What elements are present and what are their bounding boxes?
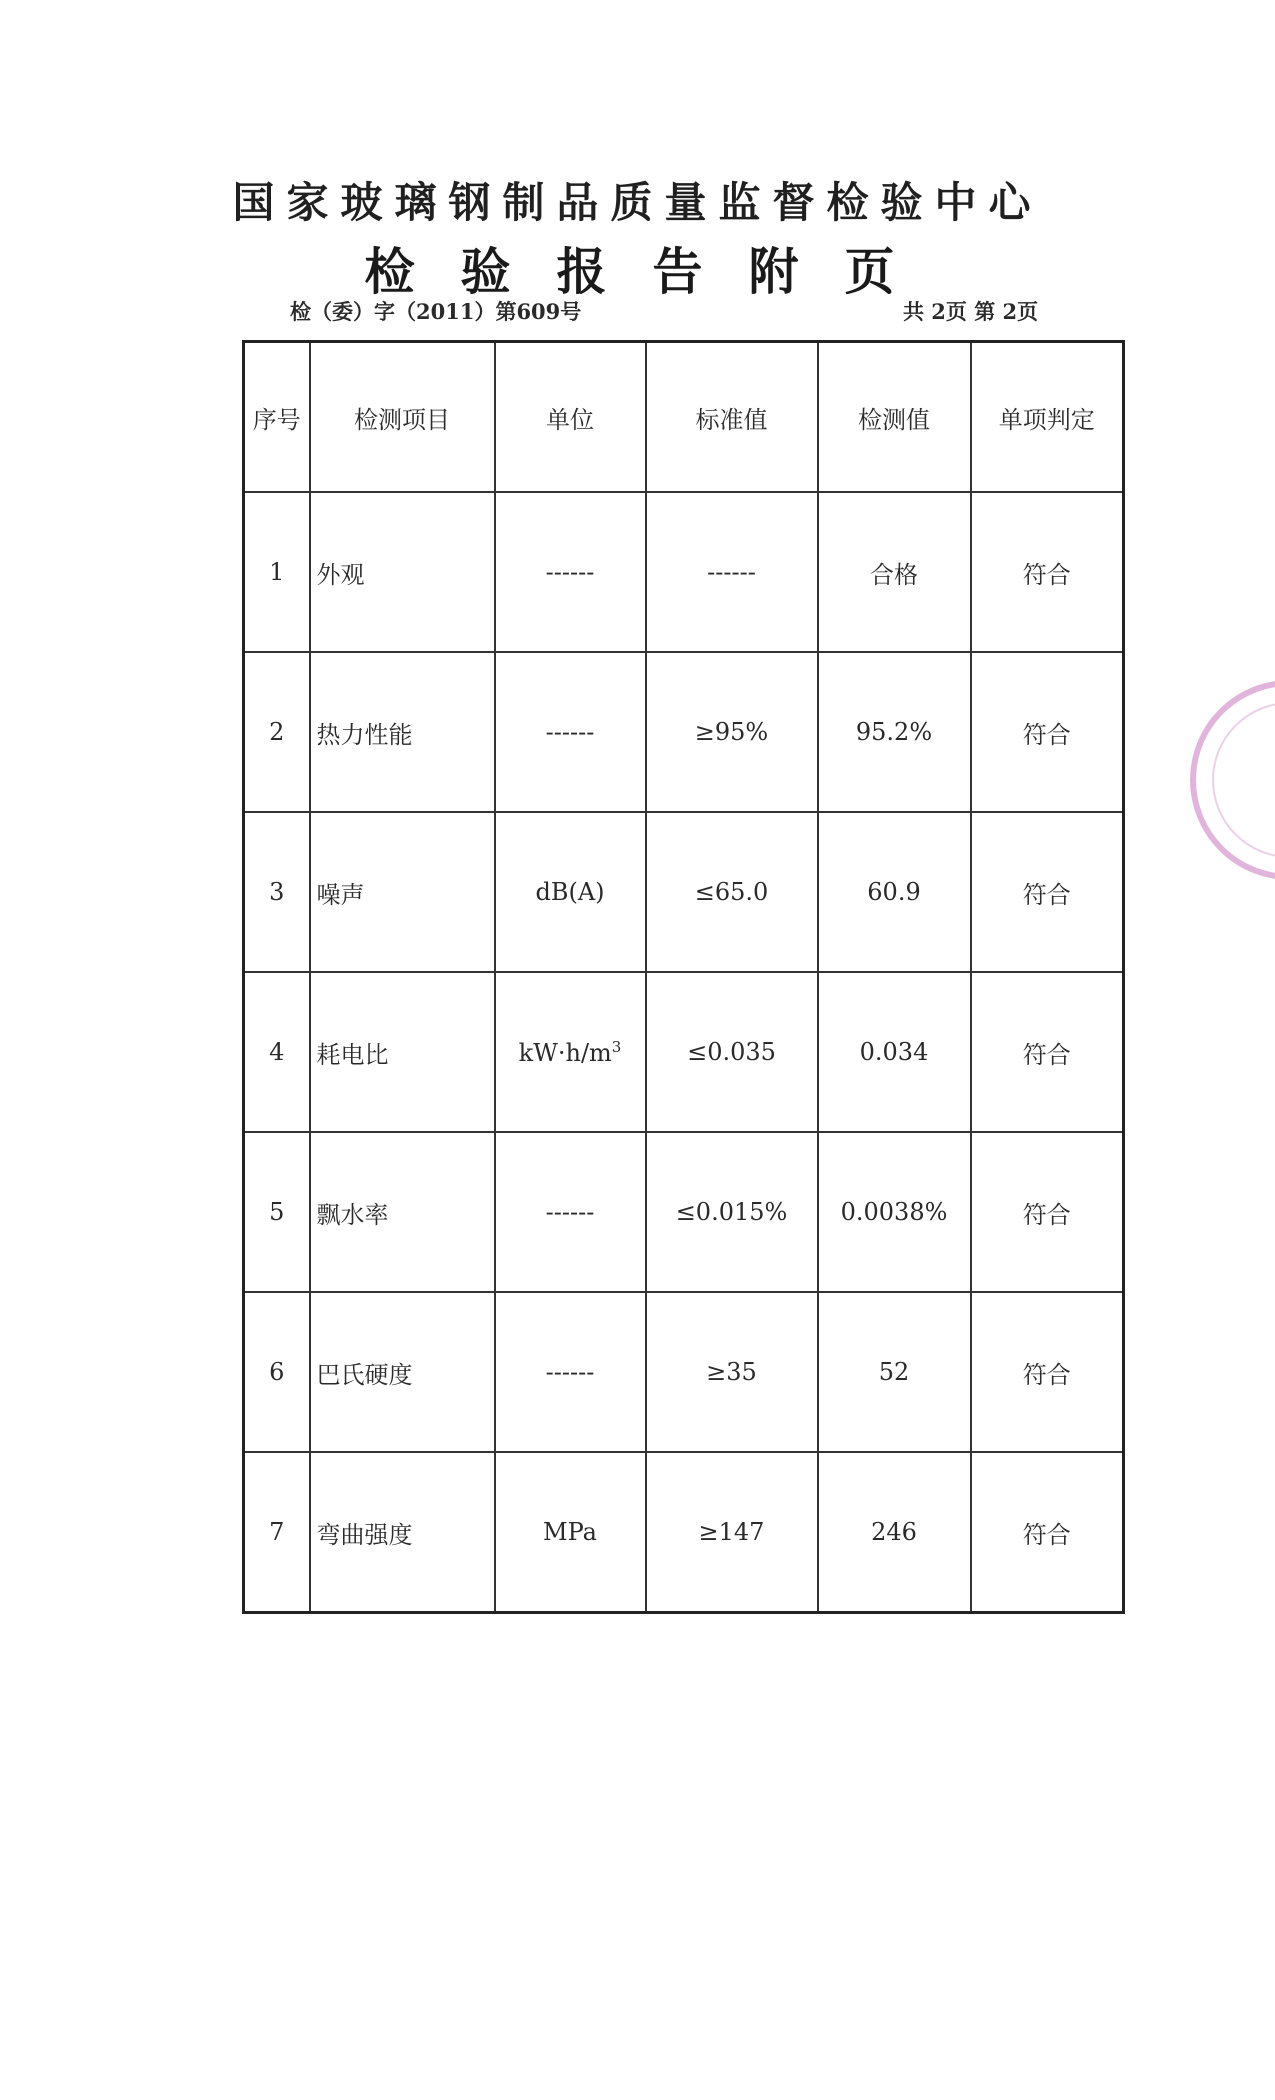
cell-standard: ≤0.035 <box>646 972 818 1132</box>
header-unit: 单位 <box>495 342 646 493</box>
cell-unit: ------ <box>495 652 646 812</box>
cell-item: 耗电比 <box>310 972 495 1132</box>
cell-item: 外观 <box>310 492 495 652</box>
document-title: 检验报告附页 <box>364 242 941 301</box>
organization-title: 国家玻璃钢制品质量监督检验中心 <box>232 178 1043 227</box>
cell-no: 6 <box>244 1292 310 1452</box>
cell-item: 噪声 <box>310 812 495 972</box>
cell-unit: ------ <box>495 492 646 652</box>
cell-verdict: 符合 <box>971 972 1124 1132</box>
cell-standard: ≥147 <box>646 1452 818 1613</box>
cell-measured: 合格 <box>818 492 971 652</box>
cell-measured: 60.9 <box>818 812 971 972</box>
cell-unit: MPa <box>495 1452 646 1613</box>
cell-no: 4 <box>244 972 310 1132</box>
cell-standard: ≤0.015% <box>646 1132 818 1292</box>
cell-verdict: 符合 <box>971 1452 1124 1613</box>
cell-unit: ------ <box>495 1292 646 1452</box>
header-no: 序号 <box>244 342 310 493</box>
cell-measured: 52 <box>818 1292 971 1452</box>
table-row <box>244 972 1124 1132</box>
cell-standard: ≥35 <box>646 1292 818 1452</box>
cell-verdict: 符合 <box>971 1132 1124 1292</box>
table-row <box>244 492 1124 652</box>
header-measured: 检测值 <box>818 342 971 493</box>
cell-item: 巴氏硬度 <box>310 1292 495 1452</box>
header-verdict: 单项判定 <box>971 342 1124 493</box>
cell-measured: 95.2% <box>818 652 971 812</box>
cell-item: 弯曲强度 <box>310 1452 495 1613</box>
inspection-results-table <box>242 340 1125 1614</box>
cell-unit <box>495 972 646 1132</box>
table-row <box>244 652 1124 812</box>
cell-measured: 0.0038% <box>818 1132 971 1292</box>
cell-standard: ------ <box>646 492 818 652</box>
table-row <box>244 1132 1124 1292</box>
unit-text: kW·h/m <box>518 1038 612 1067</box>
cell-measured: 0.034 <box>818 972 971 1132</box>
cell-no: 2 <box>244 652 310 812</box>
cell-verdict: 符合 <box>971 492 1124 652</box>
cell-no: 3 <box>244 812 310 972</box>
header-item: 检测项目 <box>310 342 495 493</box>
cell-no: 5 <box>244 1132 310 1292</box>
table-header-row <box>244 342 1124 493</box>
cell-unit: dB(A) <box>495 812 646 972</box>
cell-unit: ------ <box>495 1132 646 1292</box>
cell-item: 飘水率 <box>310 1132 495 1292</box>
cell-item: 热力性能 <box>310 652 495 812</box>
page-info: 共 2页 第 2页 <box>903 299 1039 324</box>
cell-standard: ≤65.0 <box>646 812 818 972</box>
header-standard: 标准值 <box>646 342 818 493</box>
table-row <box>244 1452 1124 1613</box>
cell-no: 1 <box>244 492 310 652</box>
cell-verdict: 符合 <box>971 652 1124 812</box>
table-row <box>244 812 1124 972</box>
cell-verdict: 符合 <box>971 1292 1124 1452</box>
cell-standard: ≥95% <box>646 652 818 812</box>
report-number: 检（委）字（2011）第609号 <box>290 299 582 324</box>
cell-verdict: 符合 <box>971 812 1124 972</box>
cell-no: 7 <box>244 1452 310 1613</box>
cell-measured: 246 <box>818 1452 971 1613</box>
table-row <box>244 1292 1124 1452</box>
unit-superscript: 3 <box>611 1037 622 1056</box>
